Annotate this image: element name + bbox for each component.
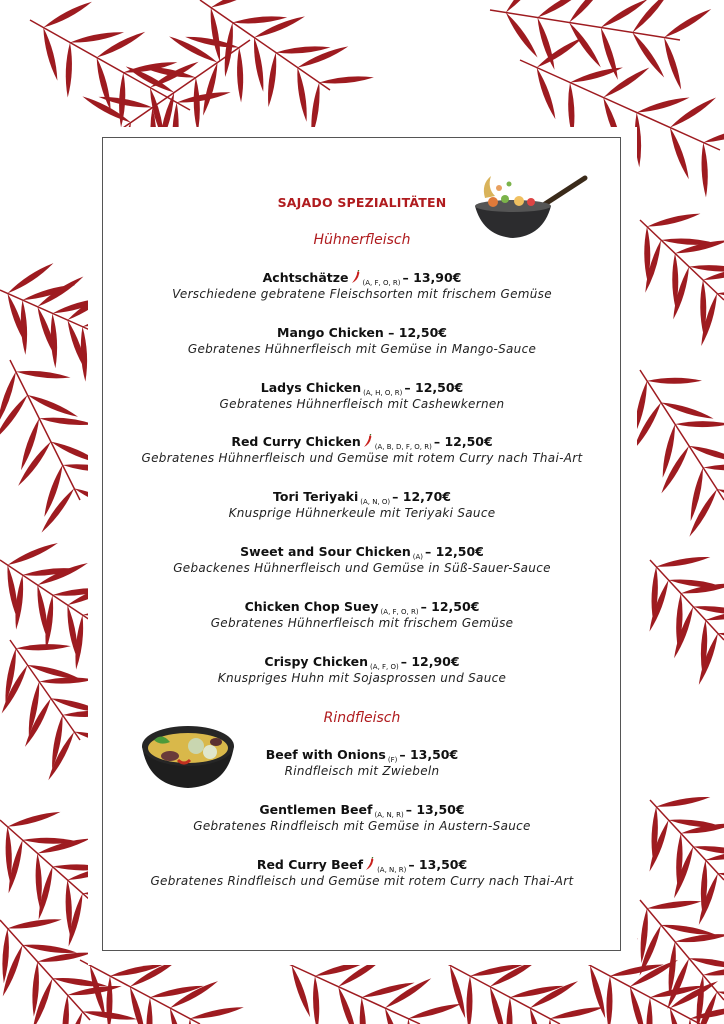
allergen-codes: (A, N, R) (374, 810, 404, 819)
leaf (254, 38, 263, 92)
menu-item (0, 855, 724, 888)
leaf (506, 0, 543, 13)
leaf (211, 0, 262, 8)
menu-item-header (0, 745, 724, 764)
menu-item-header (0, 432, 724, 451)
leaf (570, 67, 623, 82)
leaf (38, 953, 92, 962)
menu-item-name: Sweet and Sour Chicken (240, 544, 411, 559)
menu-item (0, 800, 724, 833)
menu-item-name: Beef with Onions (265, 747, 386, 762)
menu-item-description: Gebratenes Hühnerfleisch mit Cashewkernen (219, 396, 505, 411)
menu-item (0, 323, 724, 356)
menu-item-price: – 12,50€ (404, 379, 464, 395)
leaf (338, 987, 356, 1024)
leaf (630, 987, 645, 1024)
leaf (646, 997, 652, 1024)
menu-item-name: Mango Chicken (277, 324, 384, 340)
leaf (606, 976, 612, 1024)
menu-item-header (0, 855, 724, 874)
allergen-codes: (A, N, R) (377, 865, 407, 874)
menu-item-name: Red Curry Beef (256, 856, 364, 872)
menu-item-price: – 13,50€ (408, 856, 468, 872)
leaf (313, 976, 319, 1024)
menu-item-name: Red Curry Chicken (231, 434, 361, 450)
leaf-branch (120, 40, 250, 130)
leaf (66, 43, 72, 98)
menu-item-description: Knusprige Hühnerkeule mit Teriyaki Sauce (228, 506, 496, 521)
leaf (664, 38, 681, 90)
menu-item-price: – 12,50€ (433, 434, 493, 450)
menu-title: SAJADO SPEZIALITÄTEN (277, 195, 447, 210)
leaf (490, 987, 505, 1024)
allergen-codes: (F) (387, 756, 398, 764)
menu-item (0, 432, 724, 465)
leaf (506, 13, 538, 58)
allergen-codes: (A) (412, 553, 423, 561)
menu-item-name: Chicken Chop Suey (244, 598, 379, 614)
menu-item-description: Verschiedene gebratene Fleischsorten mit frischem Gemüse (172, 287, 552, 301)
menu-item-price: – 12,70€ (392, 489, 451, 505)
leaf (661, 925, 715, 935)
menu-item (0, 542, 724, 575)
leaf (146, 997, 152, 1024)
menu-item-header (0, 487, 724, 506)
leaf (225, 23, 233, 78)
leaf (237, 48, 243, 103)
menu-item-name: Gentlemen Beef (259, 801, 373, 817)
leaf (194, 78, 200, 133)
leaf (664, 9, 711, 37)
leaf (506, 997, 512, 1024)
allergen-codes: (A, B, D, F, O, R) (374, 443, 432, 452)
chili-icon (363, 434, 373, 448)
menu-item (0, 597, 724, 630)
menu-item-description: Rindfleisch mit Zwiebeln (284, 764, 440, 778)
menu-item-description: Gebratenes Rindfleisch und Gemüse mit rotem Curry nach Thai-Art (150, 873, 574, 888)
menu-item-header (0, 378, 724, 397)
leaf (702, 143, 708, 198)
menu-item-name: Tori Teriyaki (273, 489, 359, 505)
leaf (408, 1004, 461, 1019)
leaf (637, 97, 690, 112)
leaf (633, 33, 665, 78)
menu-item-header (0, 597, 724, 616)
menu-item-header (0, 323, 724, 342)
menu-item-header (0, 268, 724, 287)
menu-item-name: Achtschätze (262, 270, 349, 285)
allergen-codes: (A, N, O) (360, 498, 391, 507)
leaf (689, 958, 724, 968)
leaf (693, 846, 724, 854)
leaf (675, 934, 724, 942)
leaf (177, 92, 231, 102)
menu-item (0, 268, 724, 301)
leaf (385, 978, 431, 1008)
leaf (190, 1007, 244, 1018)
menu-item-description: Gebackenes Hühnerfleisch und Gemüse in Süß-Sauer-Sauce (173, 561, 551, 575)
leaf (8, 919, 62, 928)
menu-item-description: Gebratenes Hühnerfleisch mit Gemüse in Mango-Sauce (187, 341, 537, 356)
leaf (703, 127, 724, 142)
menu-item (0, 378, 724, 411)
menu-item (0, 745, 724, 778)
leaf (268, 53, 276, 108)
menu-item-description: Gebratenes Rindfleisch mit Gemüse in Austern-Sauce (193, 818, 531, 833)
leaf (319, 76, 374, 83)
allergen-codes: (A, F, O) (370, 662, 399, 671)
leaf (233, 16, 288, 23)
menu-item-description: Gebratenes Hühnerfleisch und Gemüse mit rotem Curry nach Thai-Art (141, 451, 583, 466)
menu-item-name: Ladys Chicken (260, 379, 362, 395)
menu-item-price: – 12,50€ (388, 324, 447, 340)
menu-item-price: – 12,90€ (400, 653, 460, 669)
allergen-codes: (A, F, O, R) (380, 607, 419, 616)
menu-item-price: – 12,50€ (425, 544, 484, 559)
leaf (99, 97, 153, 108)
leaf (385, 1008, 403, 1024)
allergen-codes: (A, H, O, R) (363, 388, 403, 397)
leaf (70, 32, 124, 42)
chili-icon (351, 270, 361, 284)
menu-item-price: – 13,50€ (399, 747, 459, 762)
menu-item-description: Gebratenes Hühnerfleisch mit frischem Gemüse (210, 615, 514, 630)
leaf (569, 0, 606, 23)
leaf (530, 1008, 545, 1024)
leaf (703, 967, 724, 975)
menu-item (0, 652, 724, 685)
leaf (170, 1008, 185, 1024)
leaf (675, 421, 724, 427)
leaf (647, 214, 700, 227)
leaf (450, 965, 465, 1018)
menu-item-name: Crispy Chicken (264, 653, 369, 669)
section-heading: Rindfleisch (323, 710, 401, 726)
wok-illustration (473, 172, 589, 240)
leaf (39, 418, 94, 425)
leaf (16, 644, 71, 650)
leaf (360, 997, 366, 1024)
leaf (297, 68, 306, 122)
leaf (211, 8, 220, 62)
chili-icon (365, 857, 375, 871)
section-heading: Hühnerfleisch (313, 232, 411, 248)
menu-item-header (0, 652, 724, 671)
leaf (466, 976, 472, 1024)
menu-item (0, 487, 724, 520)
allergen-codes: (A, F, O, R) (362, 279, 401, 287)
leaf (647, 901, 702, 909)
leaf (43, 2, 92, 28)
menu-item-description: Knuspriges Huhn mit Sojasprossen und Sauce (217, 670, 507, 685)
leaf (53, 978, 107, 986)
leaf (550, 1007, 604, 1018)
leaf (66, 880, 72, 935)
leaf (62, 995, 69, 1024)
menu-item-price: – 13,50€ (405, 801, 465, 817)
leaf (670, 1008, 685, 1024)
menu-item-price: – 13,90€ (402, 270, 462, 285)
menu-item-price: – 12,50€ (420, 598, 480, 614)
leaf (43, 28, 57, 81)
menu-item-header (0, 800, 724, 819)
menu-item-header (0, 542, 724, 561)
leaf (276, 46, 331, 53)
